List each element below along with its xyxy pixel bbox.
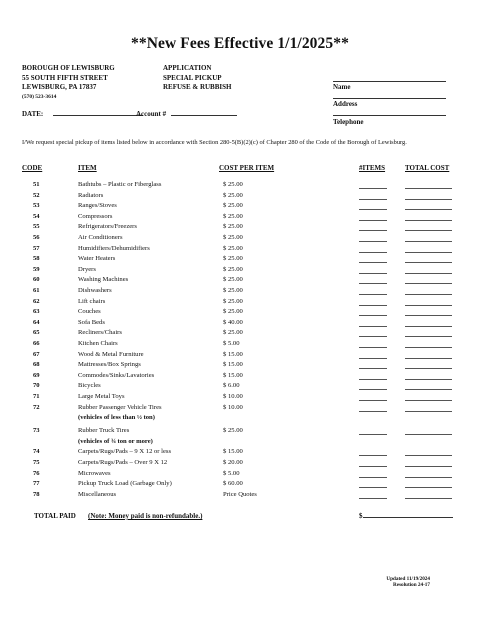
row-code: 61 — [33, 287, 40, 294]
row-items-field[interactable] — [359, 192, 387, 200]
row-items-field[interactable] — [359, 372, 387, 380]
row-total-field[interactable] — [405, 223, 452, 231]
row-total-field[interactable] — [405, 234, 452, 242]
row-cost: $ 25.00 — [223, 308, 243, 316]
row-items-field[interactable] — [359, 181, 387, 189]
row-cost: $ 15.00 — [223, 361, 243, 369]
row-code: 55 — [33, 223, 40, 231]
table-row — [0, 192, 480, 203]
row-item: Rubber Truck Tires — [78, 427, 130, 435]
row-cost: $ 60.00 — [223, 480, 243, 488]
row-cost: $ 25.00 — [223, 181, 243, 188]
row-cost: $ 40.00 — [223, 318, 243, 326]
table-row — [0, 255, 480, 266]
row-total-field[interactable] — [405, 213, 452, 221]
row-items-field[interactable] — [359, 491, 387, 499]
row-total-field[interactable] — [405, 340, 452, 348]
row-items-field[interactable] — [359, 234, 387, 242]
row-code: 77 — [33, 480, 40, 488]
row-code: 66 — [33, 340, 40, 347]
row-cost: $ 5.00 — [223, 340, 240, 347]
telephone-label: Telephone — [333, 118, 364, 126]
column-header-cost: COST PER ITEM — [219, 164, 275, 172]
row-total-field[interactable] — [405, 393, 452, 401]
row-total-field[interactable] — [405, 319, 452, 327]
row-item: Lift chairs — [78, 297, 106, 305]
row-items-field[interactable] — [359, 448, 387, 456]
row-items-field[interactable] — [359, 351, 387, 359]
row-code: 51 — [33, 181, 40, 188]
row-note: (vehicles of less than ½ ton) — [78, 414, 155, 422]
row-items-field[interactable] — [359, 404, 387, 412]
account-label: Account # — [136, 110, 167, 118]
row-total-field[interactable] — [405, 202, 452, 210]
row-cost: $ 15.00 — [223, 350, 243, 358]
table-row — [0, 245, 480, 256]
row-items-field[interactable] — [359, 213, 387, 221]
name-label: Name — [333, 83, 351, 91]
row-code: 56 — [33, 234, 40, 241]
row-code: 78 — [33, 490, 40, 498]
row-cost: $ 25.00 — [223, 329, 243, 337]
row-item: Kitchen Chairs — [78, 340, 118, 347]
row-items-field[interactable] — [359, 287, 387, 295]
table-row — [0, 266, 480, 277]
table-row — [0, 372, 480, 383]
row-cost: $ 10.00 — [223, 393, 243, 400]
date-label: DATE: — [22, 110, 44, 118]
row-cost: $ 5.00 — [223, 469, 240, 477]
date-field[interactable] — [53, 115, 143, 116]
row-cost: $ 25.00 — [223, 202, 243, 210]
borough-city: LEWISBURG, PA 17837 — [22, 83, 97, 92]
row-code: 74 — [33, 448, 40, 456]
row-code: 67 — [33, 350, 40, 358]
date-row — [22, 110, 143, 118]
row-total-field[interactable] — [405, 276, 452, 284]
total-paid-field[interactable] — [363, 517, 453, 518]
row-cost: $ 25.00 — [223, 276, 243, 284]
row-item: Radiators — [78, 191, 104, 199]
total-paid-label: TOTAL PAID — [34, 512, 76, 520]
row-item: Rubber Passenger Vehicle Tires — [78, 403, 162, 411]
row-item: Couches — [78, 308, 101, 316]
row-item: Mattresses/Box Springs — [78, 361, 141, 369]
table-row — [0, 480, 480, 491]
row-total-field[interactable] — [405, 287, 452, 295]
row-cost: $ 25.00 — [223, 191, 243, 199]
table-row — [0, 287, 480, 298]
column-header-item: ITEM — [78, 164, 97, 172]
table-row — [0, 448, 480, 459]
column-header-code: CODE — [22, 164, 43, 172]
row-total-field[interactable] — [405, 181, 452, 189]
table-row — [0, 459, 480, 470]
row-item: Ranges/Stoves — [78, 202, 117, 210]
intro-paragraph: I/We request special pickup of items listed below in accordance with Section 280-5(B)(2)(c) of Chapter 280 of the Code of the Borough of Lewisburg. — [22, 139, 407, 146]
row-item: Large Metal Toys — [78, 393, 125, 400]
row-code: 57 — [33, 244, 40, 252]
row-items-field[interactable] — [359, 266, 387, 274]
row-total-field[interactable] — [405, 245, 452, 253]
table-row — [0, 470, 480, 481]
row-item: Dishwashers — [78, 287, 112, 294]
row-item: Carpets/Rugs/Pads – 9 X 12 or less — [78, 448, 172, 456]
row-items-field[interactable] — [359, 470, 387, 478]
total-paid-amount — [359, 512, 453, 520]
row-items-field[interactable] — [359, 393, 387, 401]
row-total-field[interactable] — [405, 427, 452, 435]
row-cost: $ 25.00 — [223, 212, 243, 220]
application-line3: REFUSE & RUBBISH — [163, 83, 232, 92]
row-items-field[interactable] — [359, 202, 387, 210]
row-item: Dryers — [78, 265, 96, 273]
row-total-field[interactable] — [405, 470, 452, 478]
row-items-field[interactable] — [359, 361, 387, 369]
total-paid-dollar: $ — [359, 512, 363, 520]
row-code: 54 — [33, 212, 40, 220]
row-total-field[interactable] — [405, 459, 452, 467]
row-item: Bathtubs – Plastic or Fiberglass — [78, 181, 162, 188]
row-items-field[interactable] — [359, 427, 387, 435]
row-cost: $ 25.00 — [223, 255, 243, 263]
row-items-field[interactable] — [359, 459, 387, 467]
table-row — [0, 202, 480, 213]
row-item: Recliners/Chairs — [78, 329, 122, 337]
row-item: Washing Machines — [78, 276, 129, 284]
row-items-field[interactable] — [359, 329, 387, 337]
borough-address-block — [22, 64, 115, 102]
row-item: Refrigerators/Freezers — [78, 223, 137, 231]
row-item: Humidifiers/Dehumidifiers — [78, 244, 150, 252]
row-cost: $ 25.00 — [223, 265, 243, 273]
row-items-field[interactable] — [359, 319, 387, 327]
row-code: 52 — [33, 191, 40, 199]
row-item: Compressors — [78, 212, 113, 220]
account-field[interactable] — [171, 115, 237, 116]
total-paid-note: (Note: Money paid is non-refundable.) — [88, 512, 203, 520]
row-code: 75 — [33, 459, 40, 466]
row-item: Pickup Truck Load (Garbage Only) — [78, 480, 172, 488]
row-cost: $ 20.00 — [223, 459, 243, 466]
row-item: Air Conditioners — [78, 234, 123, 241]
row-items-field[interactable] — [359, 298, 387, 306]
telephone-field[interactable] — [333, 115, 446, 116]
row-total-field[interactable] — [405, 382, 452, 390]
table-row — [0, 213, 480, 224]
row-code: 62 — [33, 297, 40, 305]
table-row — [0, 308, 480, 319]
row-item: Carpets/Rugs/Pads – Over 9 X 12 — [78, 459, 168, 466]
row-total-field[interactable] — [405, 329, 452, 337]
row-cost: $ 15.00 — [223, 448, 243, 456]
application-line1: APPLICATION — [163, 64, 212, 72]
row-cost: $ 15.00 — [223, 371, 243, 379]
table-row — [0, 319, 480, 330]
row-cost: $ 25.00 — [223, 287, 243, 294]
row-code: 58 — [33, 255, 40, 263]
table-row — [0, 329, 480, 340]
row-cost: $ 25.00 — [223, 297, 243, 305]
row-total-field[interactable] — [405, 351, 452, 359]
footer-updated: Updated 11/19/2024 — [386, 576, 430, 582]
table-row — [0, 276, 480, 287]
row-code: 70 — [33, 382, 40, 390]
row-item: Bicycles — [78, 382, 101, 390]
row-code: 71 — [33, 393, 40, 400]
application-line2: SPECIAL PICKUP — [163, 73, 222, 82]
table-row — [0, 361, 480, 372]
borough-name: BOROUGH OF LEWISBURG — [22, 64, 115, 72]
row-total-field[interactable] — [405, 255, 452, 263]
borough-phone: (570) 523-3614 — [22, 93, 57, 100]
row-code: 65 — [33, 329, 40, 337]
row-items-field[interactable] — [359, 382, 387, 390]
row-total-field[interactable] — [405, 298, 452, 306]
row-code: 73 — [33, 427, 40, 435]
table-row — [0, 223, 480, 234]
application-block — [163, 64, 231, 93]
row-cost: $ 25.00 — [223, 244, 243, 252]
row-cost: Price Quotes — [223, 490, 257, 498]
row-cost: $ 10.00 — [223, 403, 243, 411]
row-cost: $ 25.00 — [223, 223, 243, 231]
table-row — [0, 298, 480, 309]
row-total-field[interactable] — [405, 404, 452, 412]
row-code: 76 — [33, 469, 40, 477]
row-cost: $ 25.00 — [223, 234, 243, 241]
table-row — [0, 351, 480, 362]
row-cost: $ 6.00 — [223, 382, 240, 390]
table-row — [0, 181, 480, 192]
row-item: Wood & Metal Furniture — [78, 350, 144, 358]
row-total-field[interactable] — [405, 372, 452, 380]
row-item: Water Heaters — [78, 255, 116, 263]
column-header-items: #ITEMS — [359, 164, 386, 172]
row-note: (vehicles of ¾ ton or more) — [78, 437, 153, 445]
address-field[interactable] — [333, 98, 446, 99]
table-row — [0, 404, 480, 415]
row-items-field[interactable] — [359, 480, 387, 488]
row-code: 60 — [33, 276, 40, 284]
row-item: Sofa Beds — [78, 318, 105, 326]
table-row — [0, 234, 480, 245]
row-total-field[interactable] — [405, 192, 452, 200]
row-total-field[interactable] — [405, 308, 452, 316]
column-header-total: TOTAL COST — [405, 164, 450, 172]
row-code: 68 — [33, 361, 40, 369]
address-label: Address — [333, 100, 358, 108]
row-total-field[interactable] — [405, 480, 452, 488]
table-row — [0, 393, 480, 404]
row-items-field[interactable] — [359, 255, 387, 263]
row-code: 64 — [33, 318, 40, 326]
row-total-field[interactable] — [405, 491, 452, 499]
row-items-field[interactable] — [359, 308, 387, 316]
footer-resolution: Resolution 24-17 — [392, 582, 430, 588]
row-code: 72 — [33, 403, 40, 411]
row-total-field[interactable] — [405, 448, 452, 456]
row-code: 59 — [33, 265, 40, 273]
row-item: Microwaves — [78, 469, 111, 477]
row-items-field[interactable] — [359, 340, 387, 348]
table-row — [0, 382, 480, 393]
page-title: **New Fees Effective 1/1/2025** — [131, 35, 349, 52]
row-cost: $ 25.00 — [223, 427, 243, 435]
row-item: Commodes/Sinks/Lavatories — [78, 371, 155, 379]
row-items-field[interactable] — [359, 276, 387, 284]
row-total-field[interactable] — [405, 266, 452, 274]
row-code: 69 — [33, 371, 40, 379]
row-code: 63 — [33, 308, 40, 316]
row-item: Miscellaneous — [78, 490, 117, 498]
row-items-field[interactable] — [359, 245, 387, 253]
borough-street: 55 SOUTH FIFTH STREET — [22, 73, 108, 82]
name-field[interactable] — [333, 81, 446, 82]
row-total-field[interactable] — [405, 361, 452, 369]
row-items-field[interactable] — [359, 223, 387, 231]
account-row — [136, 110, 237, 118]
row-code: 53 — [33, 202, 40, 210]
table-row — [0, 491, 480, 502]
table-row — [0, 427, 480, 438]
table-row — [0, 340, 480, 351]
